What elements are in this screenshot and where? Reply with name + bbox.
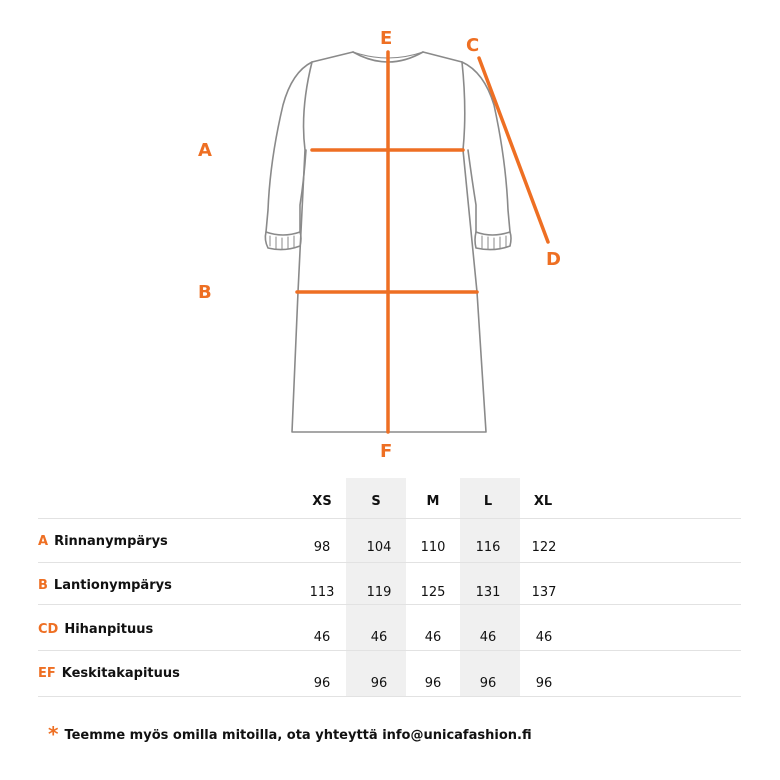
table-cell: 122	[531, 540, 557, 555]
table-row-label	[38, 534, 168, 549]
size-header-m: M	[426, 494, 440, 509]
label-b: B	[198, 282, 212, 303]
asterisk-icon: *	[48, 722, 59, 746]
table-cell: 110	[420, 540, 446, 555]
label-c: C	[466, 35, 480, 56]
footer-text: Teemme myös omilla mitoilla, ota yhteyttä info@unicafashion.fi	[64, 728, 532, 743]
divider	[38, 518, 741, 519]
row-name: Rinnanympärys	[54, 534, 168, 549]
row-name: Keskitakapituus	[61, 666, 180, 681]
row-code: CD	[38, 622, 59, 637]
table-cell: 96	[313, 676, 331, 691]
row-name: Lantionympärys	[53, 578, 172, 593]
table-cell: 98	[313, 540, 331, 555]
table-cell: 125	[420, 585, 446, 600]
table-row-label	[38, 578, 172, 593]
table-cell: 137	[531, 585, 557, 600]
label-a: A	[198, 140, 212, 161]
table-cell: 46	[479, 630, 497, 645]
label-f: F	[380, 441, 393, 462]
table-row-label	[38, 622, 153, 637]
measure-line-cd	[479, 58, 548, 242]
table-cell: 131	[475, 585, 501, 600]
table-cell: 46	[370, 630, 388, 645]
divider	[38, 650, 741, 651]
label-e: E	[380, 28, 393, 49]
table-cell: 46	[424, 630, 442, 645]
table-cell: 96	[424, 676, 442, 691]
size-header-l: L	[483, 494, 493, 509]
table-cell: 96	[535, 676, 553, 691]
divider	[38, 696, 741, 697]
table-cell: 113	[309, 585, 335, 600]
divider	[38, 604, 741, 605]
table-cell: 96	[479, 676, 497, 691]
table-cell: 116	[475, 540, 501, 555]
custom-size-note	[48, 720, 532, 744]
row-code: A	[38, 534, 49, 549]
size-header-xl: XL	[533, 494, 553, 509]
table-cell: 119	[366, 585, 392, 600]
row-name: Hihanpituus	[64, 622, 154, 637]
row-code: B	[38, 578, 48, 593]
table-row-label	[38, 666, 180, 681]
size-header-s: S	[371, 494, 381, 509]
table-cell: 104	[366, 540, 392, 555]
table-cell: 46	[313, 630, 331, 645]
size-header-xs: XS	[312, 494, 332, 509]
divider	[38, 562, 741, 563]
table-cell: 96	[370, 676, 388, 691]
label-d: D	[546, 249, 561, 270]
table-cell: 46	[535, 630, 553, 645]
row-code: EF	[38, 666, 56, 681]
